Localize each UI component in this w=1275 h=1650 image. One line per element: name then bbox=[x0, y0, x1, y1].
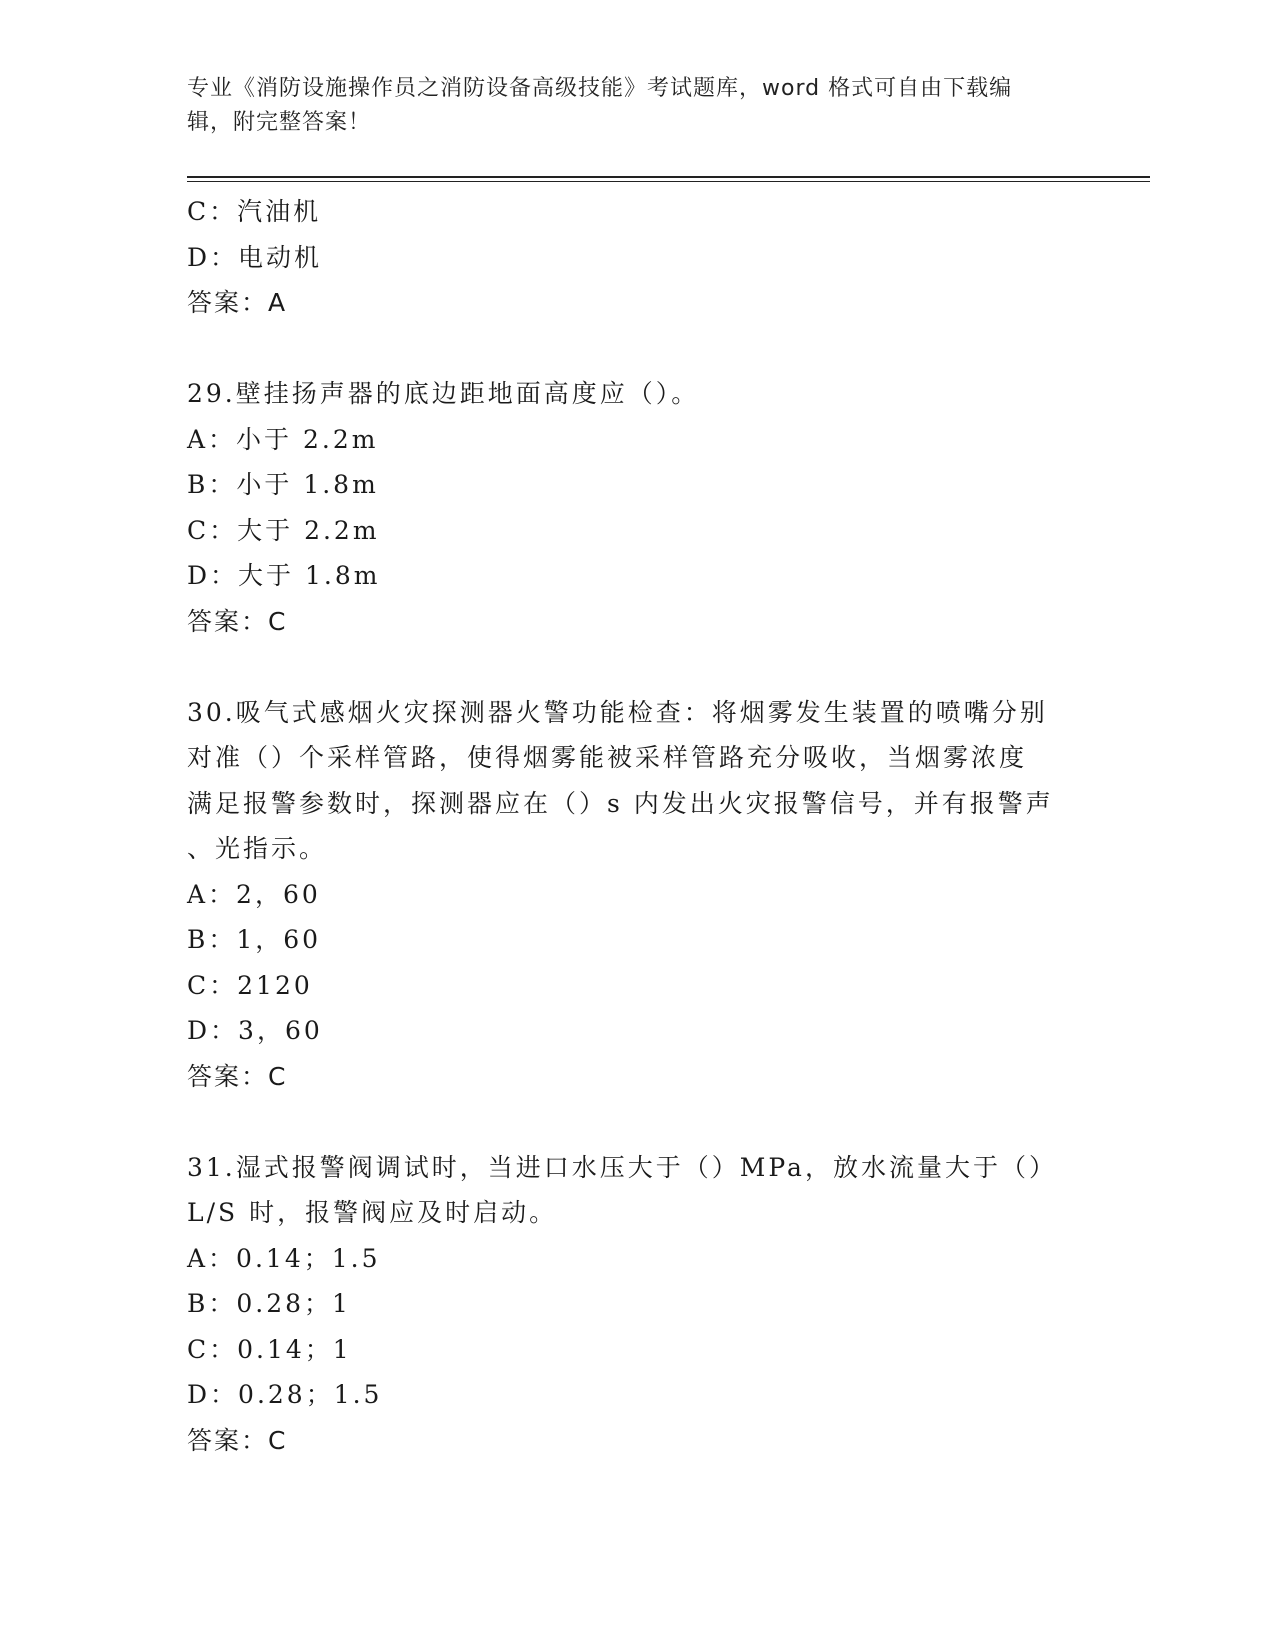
header-divider-thick bbox=[187, 176, 1150, 178]
option-d: D：3，60 bbox=[187, 1016, 323, 1045]
header-divider-thin bbox=[187, 181, 1150, 182]
option-c: C：0.14；1 bbox=[187, 1334, 352, 1364]
question-stem-line-2: 对准（）个采样管路，使得烟雾能被采样管路充分吸收，当烟雾浓度 bbox=[187, 743, 1028, 772]
spacer bbox=[187, 326, 1087, 372]
question-28-continued bbox=[187, 189, 1087, 326]
answer: 答案：C bbox=[187, 606, 288, 636]
option-a: A：0.14；1.5 bbox=[187, 1243, 381, 1273]
document-body bbox=[187, 189, 1087, 1463]
option-a: A：2，60 bbox=[187, 879, 321, 909]
header-line-2: 辑，附完整答案！ bbox=[187, 110, 372, 135]
option-d: D：电动机 bbox=[187, 242, 323, 272]
question-stem-line-3: 满足报警参数时，探测器应在（）s 内发出火灾报警信号，并有报警声 bbox=[187, 788, 1054, 818]
answer: 答案：A bbox=[187, 288, 288, 317]
option-d: D：0.28；1.5 bbox=[187, 1380, 383, 1409]
question-stem-line-1: 31.湿式报警阀调试时，当进口水压大于（）MPa，放水流量大于（） bbox=[187, 1152, 1057, 1182]
question-30 bbox=[187, 690, 1087, 1100]
option-b: B：小于 1.8m bbox=[187, 470, 379, 499]
document-header bbox=[187, 72, 1067, 140]
option-c: C：2120 bbox=[187, 970, 313, 1000]
header-line-1: 专业《消防设施操作员之消防设备高级技能》考试题库，word 格式可自由下载编 bbox=[187, 76, 1013, 101]
question-stem-line-1: 30.吸气式感烟火灾探测器火警功能检查：将烟雾发生装置的喷嘴分别 bbox=[187, 697, 1048, 727]
answer: 答案：C bbox=[187, 1061, 288, 1091]
option-d: D：大于 1.8m bbox=[187, 561, 381, 590]
option-c: C：大于 2.2m bbox=[187, 515, 380, 545]
option-c: C：汽油机 bbox=[187, 197, 322, 226]
question-31 bbox=[187, 1145, 1087, 1464]
option-a: A：小于 2.2m bbox=[187, 424, 379, 454]
spacer bbox=[187, 1099, 1087, 1145]
question-stem-line-2: L/S 时，报警阀应及时启动。 bbox=[187, 1198, 558, 1227]
question-29 bbox=[187, 371, 1087, 644]
question-stem-line-4: 、光指示。 bbox=[187, 834, 328, 863]
option-b: B：1，60 bbox=[187, 925, 322, 954]
answer: 答案：C bbox=[187, 1425, 288, 1455]
spacer bbox=[187, 644, 1087, 690]
question-stem: 29.壁挂扬声器的底边距地面高度应（）。 bbox=[187, 379, 700, 408]
option-b: B：0.28；1 bbox=[187, 1289, 351, 1318]
